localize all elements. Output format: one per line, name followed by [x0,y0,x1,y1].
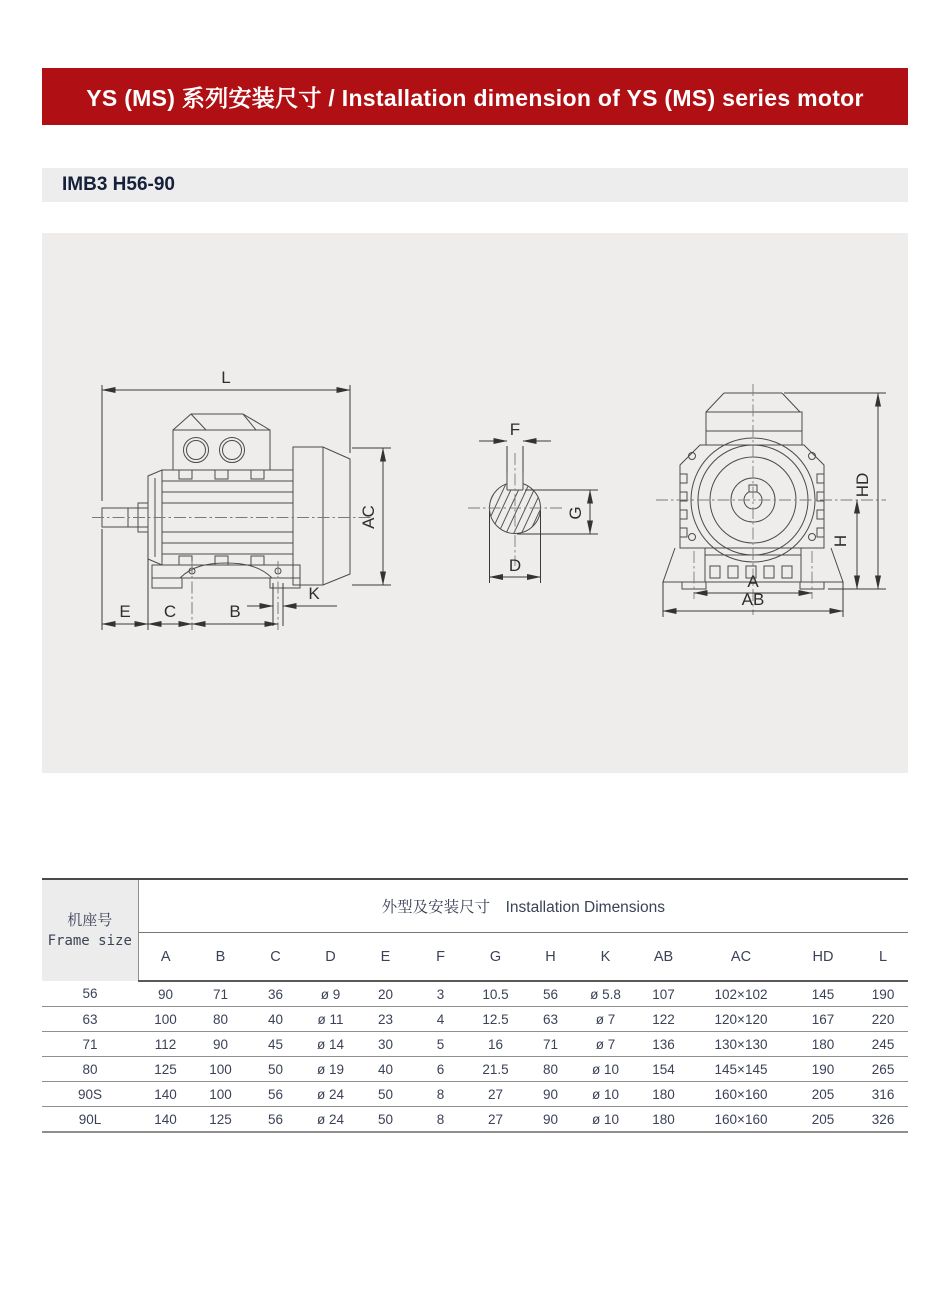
dim-cell: 4 [413,1007,468,1032]
dim-label-H: H [831,534,850,548]
dim-cell: 63 [523,1007,578,1032]
front-view-centerlines [656,384,886,615]
dim-cell: 71 [523,1032,578,1057]
dim-cell: 100 [193,1057,248,1082]
frame-size-cell: 56 [42,981,138,1007]
table-row-63 [42,1007,908,1032]
dim-cell: 27 [468,1107,523,1133]
dim-cell: 145 [788,981,858,1007]
dim-cell: ø 24 [303,1082,358,1107]
group-header-row [42,879,908,933]
column-header-HD: HD [788,933,858,982]
column-header-AB: AB [633,933,694,982]
dim-cell: 8 [413,1082,468,1107]
dim-cell: 180 [633,1107,694,1133]
table-row-56 [42,981,908,1007]
dim-cell: 10.5 [468,981,523,1007]
dim-cell: 326 [858,1107,908,1133]
column-header-G: G [468,933,523,982]
dim-cell: ø 19 [303,1057,358,1082]
dim-cell: ø 14 [303,1032,358,1057]
column-header-D: D [303,933,358,982]
dim-label-K: K [308,584,320,603]
dim-cell: 140 [138,1107,193,1133]
dim-cell: 145×145 [694,1057,788,1082]
dim-label-AB: AB [741,590,765,609]
dim-cell: 3 [413,981,468,1007]
column-header-AC: AC [694,933,788,982]
column-header-B: B [193,933,248,982]
dim-cell: 20 [358,981,413,1007]
dim-cell: 56 [248,1107,303,1133]
dim-cell: 205 [788,1082,858,1107]
motor-side-view [102,414,350,588]
dimensions-table-wrap [42,878,908,1133]
dim-cell: 56 [523,981,578,1007]
column-header-H: H [523,933,578,982]
dim-cell: 16 [468,1032,523,1057]
column-header-K: K [578,933,633,982]
dim-cell: ø 10 [578,1107,633,1133]
table-row-90L [42,1107,908,1133]
dim-cell: 90 [193,1032,248,1057]
dim-label-HD: HD [853,472,872,498]
dim-label-AC: AC [359,505,378,529]
dim-cell: 30 [358,1032,413,1057]
frame-size-cell: 90L [42,1107,138,1133]
dim-cell: 90 [523,1107,578,1133]
dim-cell: 90 [138,981,193,1007]
column-header-A: A [138,933,193,982]
dim-cell: 23 [358,1007,413,1032]
dim-cell: 180 [788,1032,858,1057]
dim-cell: 245 [858,1032,908,1057]
column-header-E: E [358,933,413,982]
dim-cell: 21.5 [468,1057,523,1082]
frame-size-cell: 80 [42,1057,138,1082]
column-header-row [42,933,908,982]
frame-size-header-en: Frame size [47,932,132,949]
dim-cell: 50 [358,1107,413,1133]
dim-label-A: A [747,572,759,591]
dim-cell: 5 [413,1032,468,1057]
dim-cell: 190 [858,981,908,1007]
dim-cell: 140 [138,1082,193,1107]
drawing-panel [42,233,908,773]
dim-cell: 27 [468,1082,523,1107]
installation-drawing [42,233,908,773]
dim-cell: 265 [858,1057,908,1082]
frame-size-header-zh: 机座号 [67,911,113,929]
dim-cell: 45 [248,1032,303,1057]
dim-cell: 122 [633,1007,694,1032]
dim-cell: 107 [633,981,694,1007]
table-row-71 [42,1032,908,1057]
dim-label-C: C [163,602,177,621]
dim-cell: ø 5.8 [578,981,633,1007]
dim-cell: 220 [858,1007,908,1032]
dim-cell: 100 [193,1082,248,1107]
dim-label-D: D [508,556,522,575]
dim-label-E: E [119,602,131,621]
dim-cell: 56 [248,1082,303,1107]
dim-cell: 205 [788,1107,858,1133]
table-body [42,981,908,1132]
dim-cell: 90 [523,1082,578,1107]
column-header-F: F [413,933,468,982]
dim-label-L: L [221,368,231,387]
frame-size-header [42,879,138,981]
dim-cell: 40 [248,1007,303,1032]
page-subtitle-strip [42,168,908,202]
dim-cell: ø 9 [303,981,358,1007]
dim-cell: ø 7 [578,1007,633,1032]
dimensions-table [42,878,908,1133]
column-header-L: L [858,933,908,982]
dim-cell: 316 [858,1082,908,1107]
dim-cell: 130×130 [694,1032,788,1057]
dim-cell: 71 [193,981,248,1007]
dim-cell: ø 10 [578,1057,633,1082]
dim-label-G: G [566,506,585,520]
dim-cell: 80 [523,1057,578,1082]
dim-cell: 12.5 [468,1007,523,1032]
group-header: 外型及安装尺寸 Installation Dimensions [138,879,908,933]
dim-cell: 36 [248,981,303,1007]
page-subtitle: IMB3 H56-90 [62,174,175,195]
column-header-C: C [248,933,303,982]
page-title: YS (MS) 系列安装尺寸 / Installation dimension of YS (MS) series motor [86,85,864,111]
dim-label-F: F [509,420,521,439]
table-row-80 [42,1057,908,1082]
dim-cell: 120×120 [694,1007,788,1032]
dim-cell: 8 [413,1107,468,1133]
dim-cell: 6 [413,1057,468,1082]
dim-cell: ø 24 [303,1107,358,1133]
dim-cell: 154 [633,1057,694,1082]
dim-cell: 190 [788,1057,858,1082]
dim-cell: 102×102 [694,981,788,1007]
dim-cell: 125 [138,1057,193,1082]
dim-cell: 160×160 [694,1082,788,1107]
dim-cell: 50 [248,1057,303,1082]
title-banner [42,68,908,125]
dim-cell: 112 [138,1032,193,1057]
dim-cell: 40 [358,1057,413,1082]
frame-size-cell: 90S [42,1082,138,1107]
dim-cell: 100 [138,1007,193,1032]
dim-cell: ø 11 [303,1007,358,1032]
dim-cell: 125 [193,1107,248,1133]
dim-cell: 180 [633,1082,694,1107]
dim-cell: 160×160 [694,1107,788,1133]
dim-cell: ø 10 [578,1082,633,1107]
dim-cell: 80 [193,1007,248,1032]
dim-cell: 136 [633,1032,694,1057]
frame-size-cell: 63 [42,1007,138,1032]
frame-size-cell: 71 [42,1032,138,1057]
dim-cell: ø 7 [578,1032,633,1057]
dim-label-B: B [229,602,241,621]
dim-cell: 167 [788,1007,858,1032]
dim-cell: 50 [358,1082,413,1107]
table-row-90S [42,1082,908,1107]
